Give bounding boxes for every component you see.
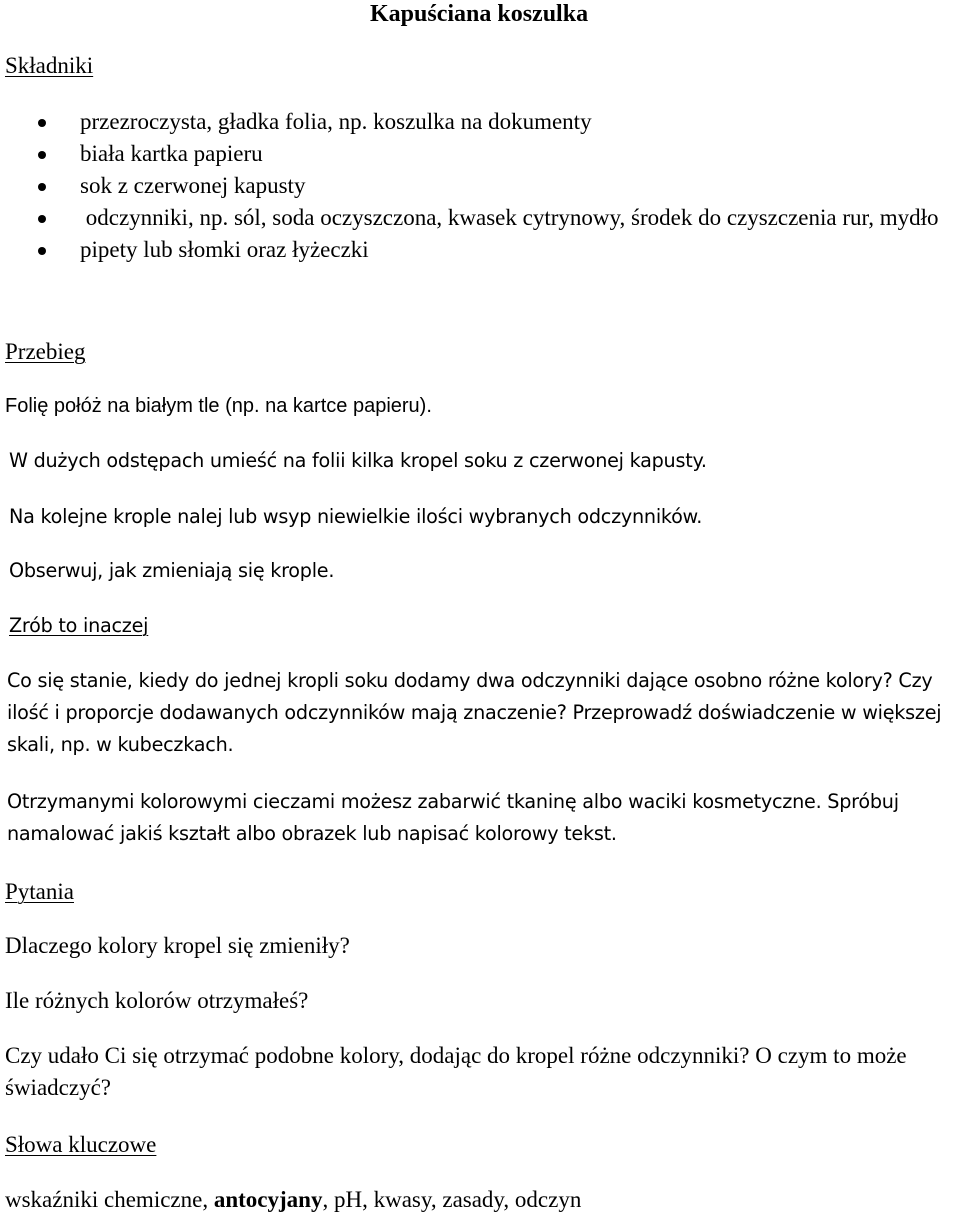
procedure-step: Folię połóż na białym tle (np. na kartce papieru).: [5, 395, 432, 417]
list-item: przezroczysta, gładka folia, np. koszulka na dokumenty: [0, 106, 960, 138]
list-item: odczynniki, np. sól, soda oczyszczona, kwasek cytrynowy, środek do czyszczenia rur, mydło: [0, 202, 960, 234]
procedure-heading: Przebieg: [5, 339, 86, 364]
keywords-line: wskaźniki chemiczne, antocyjany, pH, kwasy, zasady, odczyn: [5, 1187, 582, 1212]
variant-paragraph: Co się stanie, kiedy do jednej kropli soku dodamy dwa odczynniki dające osobno różne kolory? Czy ilość i proporcje dodawanych odczynników mają znaczenie? Przeprowadź doświadczenie w większej skali, np. w kubeczkach.: [7, 669, 942, 756]
bullet-icon: [38, 119, 46, 127]
keywords-heading: Słowa kluczowe: [5, 1132, 157, 1157]
list-item: sok z czerwonej kapusty: [0, 170, 960, 202]
list-item: biała kartka papieru: [0, 138, 960, 170]
question-item: Czy udało Ci się otrzymać podobne kolory, dodając do kropel różne odczynniki? O czym to może świadczyć?: [5, 1043, 907, 1100]
bullet-icon: [38, 215, 46, 223]
variant-paragraph: Otrzymanymi kolorowymi cieczami możesz zabarwić tkaninę albo waciki kosmetyczne. Spróbuj namalować jakiś kształt albo obrazek lub napisać kolorowy tekst.: [7, 790, 899, 845]
question-item: Ile różnych kolorów otrzymałeś?: [5, 988, 309, 1013]
keyword-bold: antocyjany: [213, 1187, 323, 1212]
bullet-icon: [38, 247, 46, 255]
variant-heading: Zrób to inaczej: [9, 614, 149, 637]
questions-heading: Pytania: [5, 879, 74, 904]
list-item: pipety lub słomki oraz łyżeczki: [0, 234, 960, 266]
ingredients-heading: Składniki: [5, 53, 94, 78]
bullet-icon: [38, 183, 46, 191]
page-title: Kapuściana koszulka: [370, 1, 589, 27]
procedure-step: W dużych odstępach umieść na folii kilka kropel soku z czerwonej kapusty.: [9, 449, 707, 472]
bullet-icon: [38, 151, 46, 159]
procedure-step: Obserwuj, jak zmieniają się krople.: [9, 559, 335, 582]
procedure-step: Na kolejne krople nalej lub wsyp niewielkie ilości wybranych odczynników.: [9, 505, 703, 528]
question-item: Dlaczego kolory kropel się zmieniły?: [5, 933, 350, 958]
ingredients-list: [0, 106, 960, 266]
